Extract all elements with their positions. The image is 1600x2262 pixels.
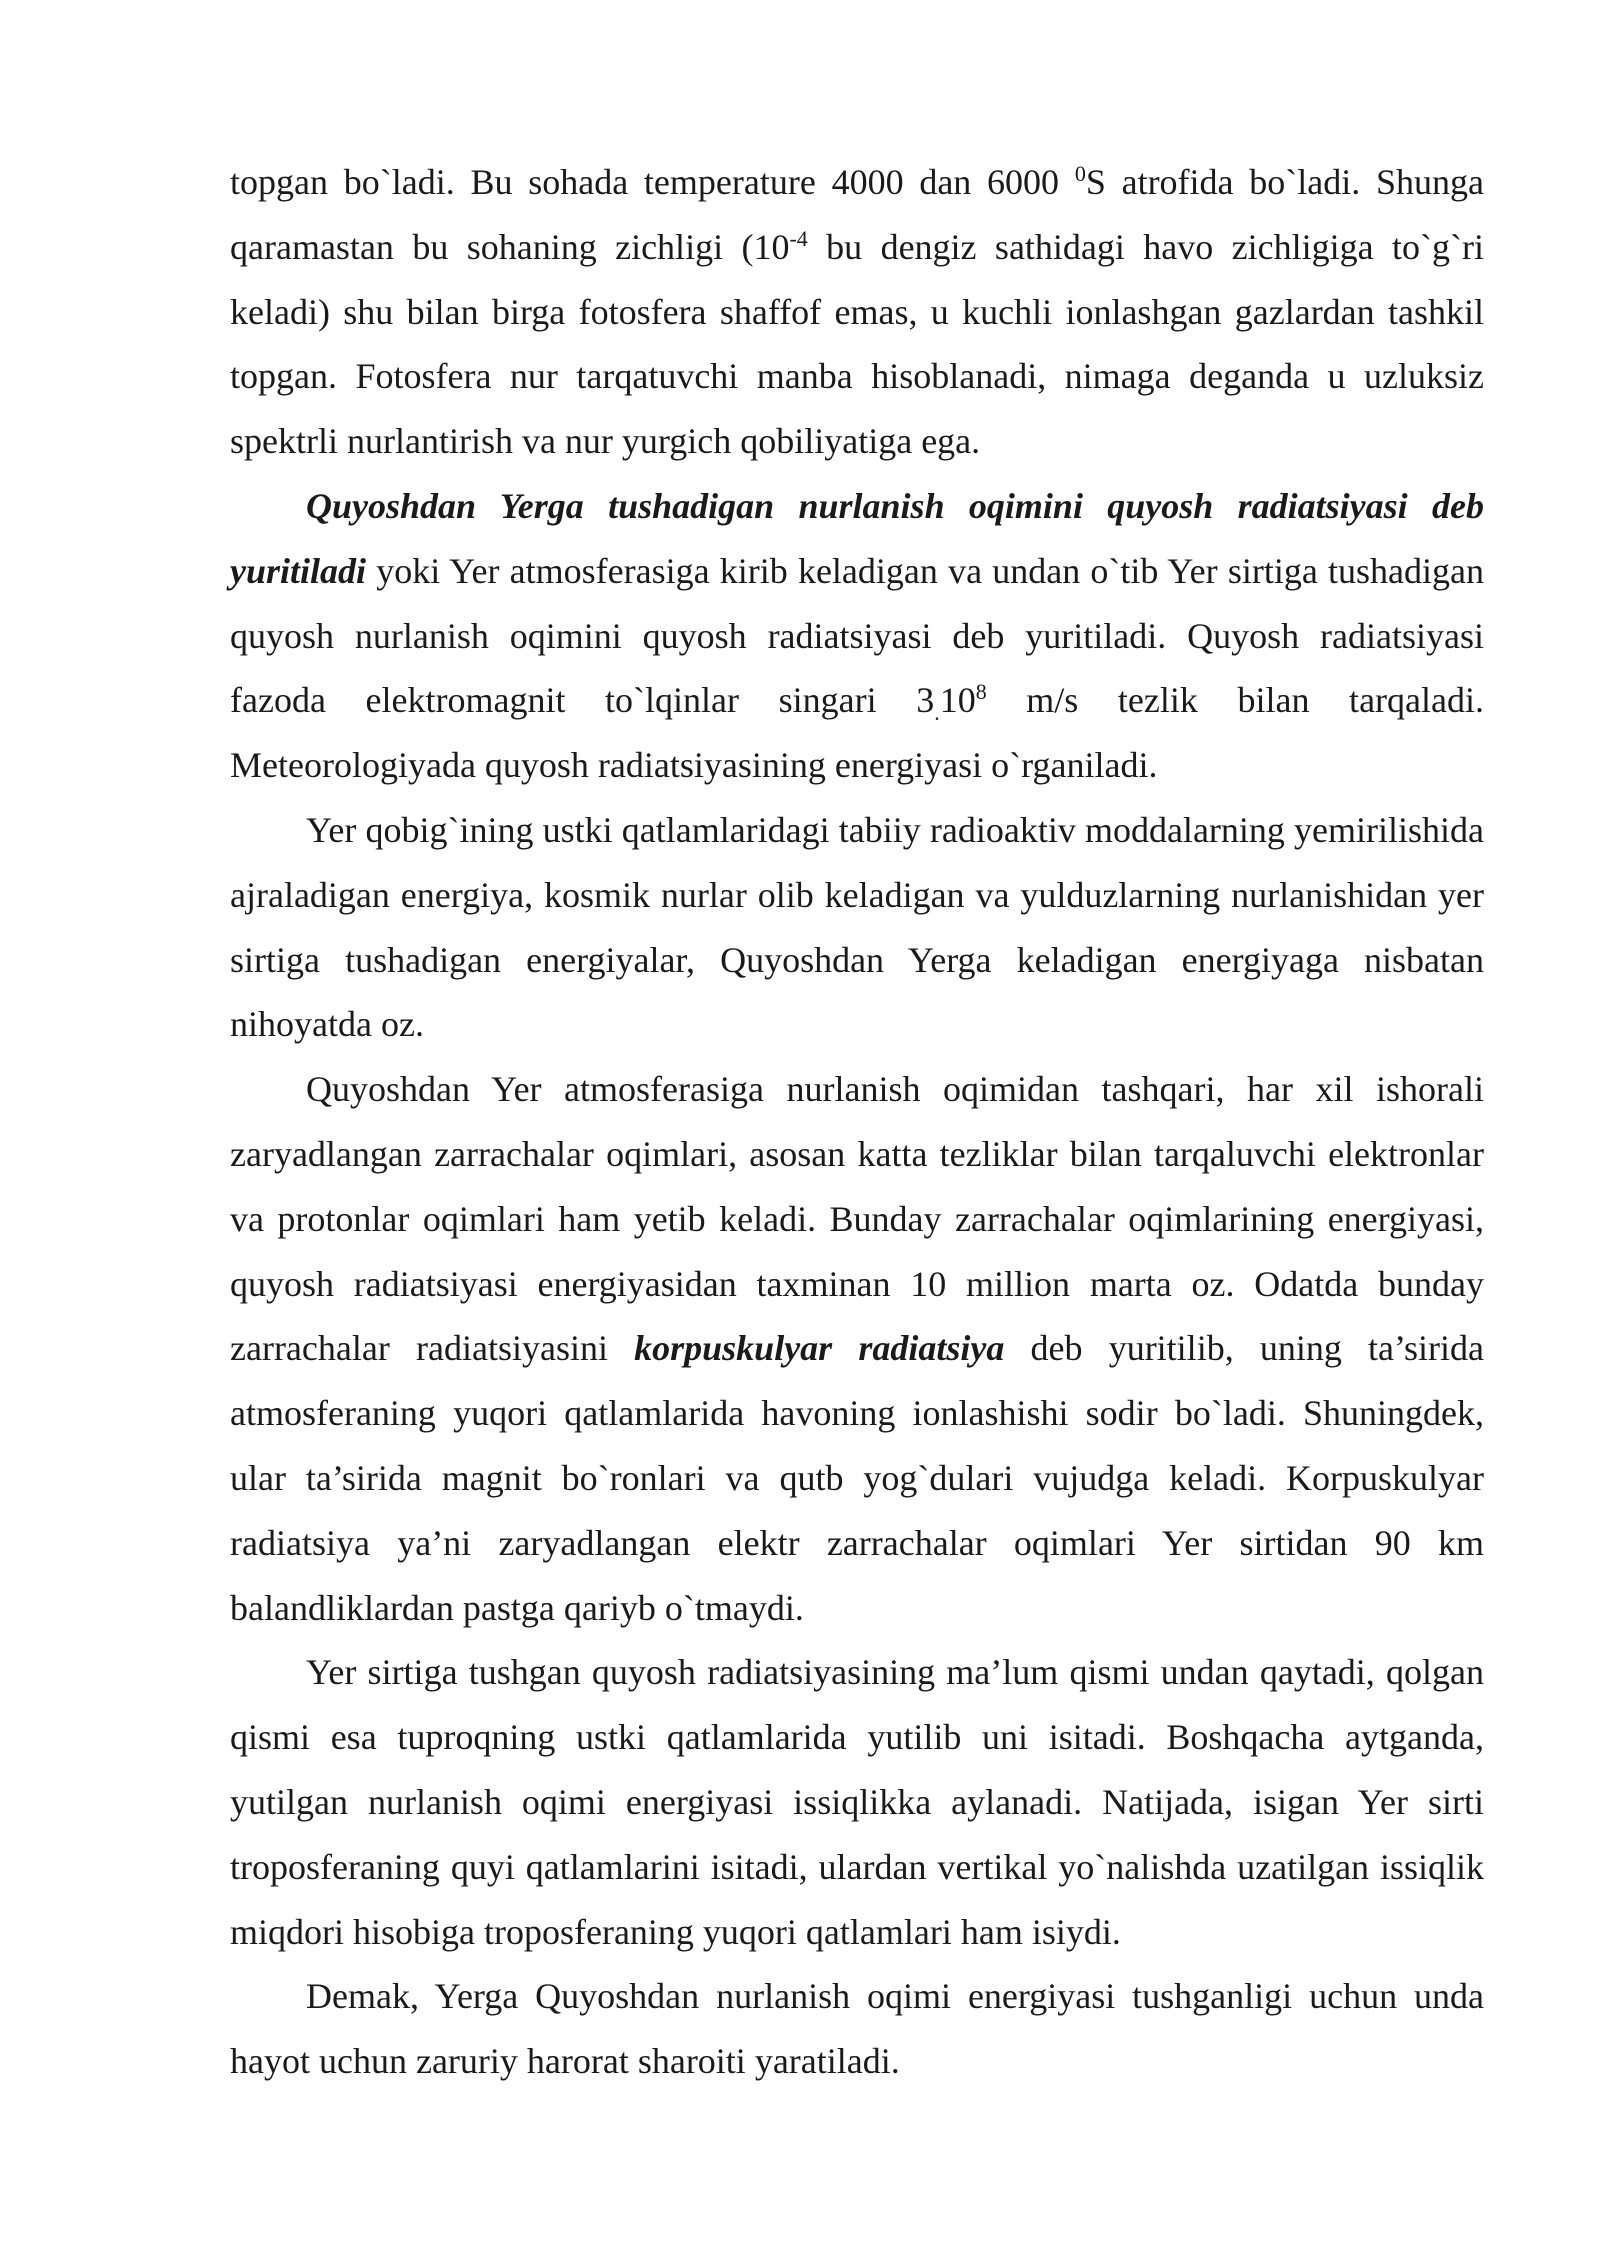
paragraph-4 [230, 1057, 1484, 1640]
degree-superscript: 0 [1074, 161, 1086, 186]
paragraph-1-text-b: S atrofida bo`ladi. Shunga qaramastan bu sohaning zichligi (10 [230, 162, 1484, 267]
paragraph-4-text-a: Quyoshdan Yer atmosferasiga nurlanish oqimidan tashqari, har xil ishorali zaryadlangan zarrachalar oqimlari, asosan katta tezliklar bilan tarqaluvchi elektronlar va protonlar oqimlari ham yetib keladi. Bunday zarrachalar oqimlarining energiyasi, quyosh radiatsiyasi energiyasidan taxminan 10 million marta oz. Odatda bunday zarrachalar radiatsiyasini [230, 1069, 1484, 1369]
paragraph-3: Yer qobig`ining ustki qatlamlaridagi tabiiy radioaktiv moddalarning yemirilishida ajraladigan energiya, kosmik nurlar olib keladigan va yulduzlarning nurlanishidan yer sirtiga tushadigan energiyalar, Quyoshdan Yerga keladigan energiyaga nisbatan nihoyatda oz. [230, 809, 1484, 1045]
paragraph-5: Yer sirtiga tushgan quyosh radiatsiyasining ma’lum qismi undan qaytadi, qolgan qismi esa tuproqning ustki qatlamlarida yutilib uni isitadi. Boshqacha aytganda, yutilgan nurlanish oqimi energiyasi issiqlikka aylanadi. Natijada, isigan Yer sirti troposferaning quyi qatlamlarini isitadi, ulardan vertikal yo`nalishda uzatilgan issiqlik miqdori hisobiga troposferaning yuqori qatlamlari ham isiydi. [230, 1652, 1484, 1952]
paragraph-2 [230, 474, 1484, 798]
paragraph-6: Demak, Yerga Quyoshdan nurlanish oqimi energiyasi tushganligi uchun unda hayot uchun zaruriy harorat sharoiti yaratiladi. [230, 1976, 1484, 2082]
document-page [230, 150, 1484, 2094]
definition-emphasis: Quyoshdan Yerga tushadigan nurlanish oqimini quyosh radiatsiyasi deb yuritiladi [230, 485, 1484, 591]
exponent-superscript: -4 [789, 225, 808, 251]
speed-exponent-superscript: 8 [975, 679, 987, 705]
paragraph-1-text-c: bu dengiz sathidagi havo zichligiga to`g`ri keladi) shu bilan birga fotosfera shaffof emas, u kuchli ionlashgan gazlardan tashkil topgan. Fotosfera nur tarqatuvchi manba hisoblanadi, nimaga deganda u uzluksiz spektrli nurlantirish va nur yurgich qobiliyatiga ega. [230, 226, 1484, 462]
term-emphasis: korpuskulyar radiatsiya [634, 1328, 1005, 1369]
paragraph-4-text-b: deb yuritilib, uning ta’sirida atmosferaning yuqori qatlamlarida havoning ionlashishi sodir bo`ladi. Shuningdek, ular ta’sirida magnit bo`ronlari va qutb yog`dulari vujudga keladi. Korpuskulyar radiatsiya ya’ni zaryadlangan elektr zarrachalar oqimlari Yer sirtidan 90 km balandliklardan pastga qariyb o`tmaydi. [230, 1328, 1484, 1628]
paragraph-2-text-c: m/s tezlik bilan tarqaladi. Meteorologiyada quyosh radiatsiyasining energiyasi o`rganiladi. [230, 680, 1484, 786]
paragraph-1 [230, 150, 1484, 474]
multiplication-dot: . [934, 700, 940, 726]
paragraph-2-text-a: yoki Yer atmosferasiga kirib keladigan va undan o`tib Yer sirtiga tushadigan quyosh nurlanish oqimini quyosh radiatsiyasi deb yuritiladi. Quyosh radiatsiyasi fazoda elektromagnit to`lqinlar singari 3 [230, 550, 1484, 721]
paragraph-2-text-b: 10 [939, 680, 976, 721]
paragraph-1-text-a: topgan bo`ladi. Bu sohada temperature 4000 dan 6000 [230, 162, 1075, 202]
